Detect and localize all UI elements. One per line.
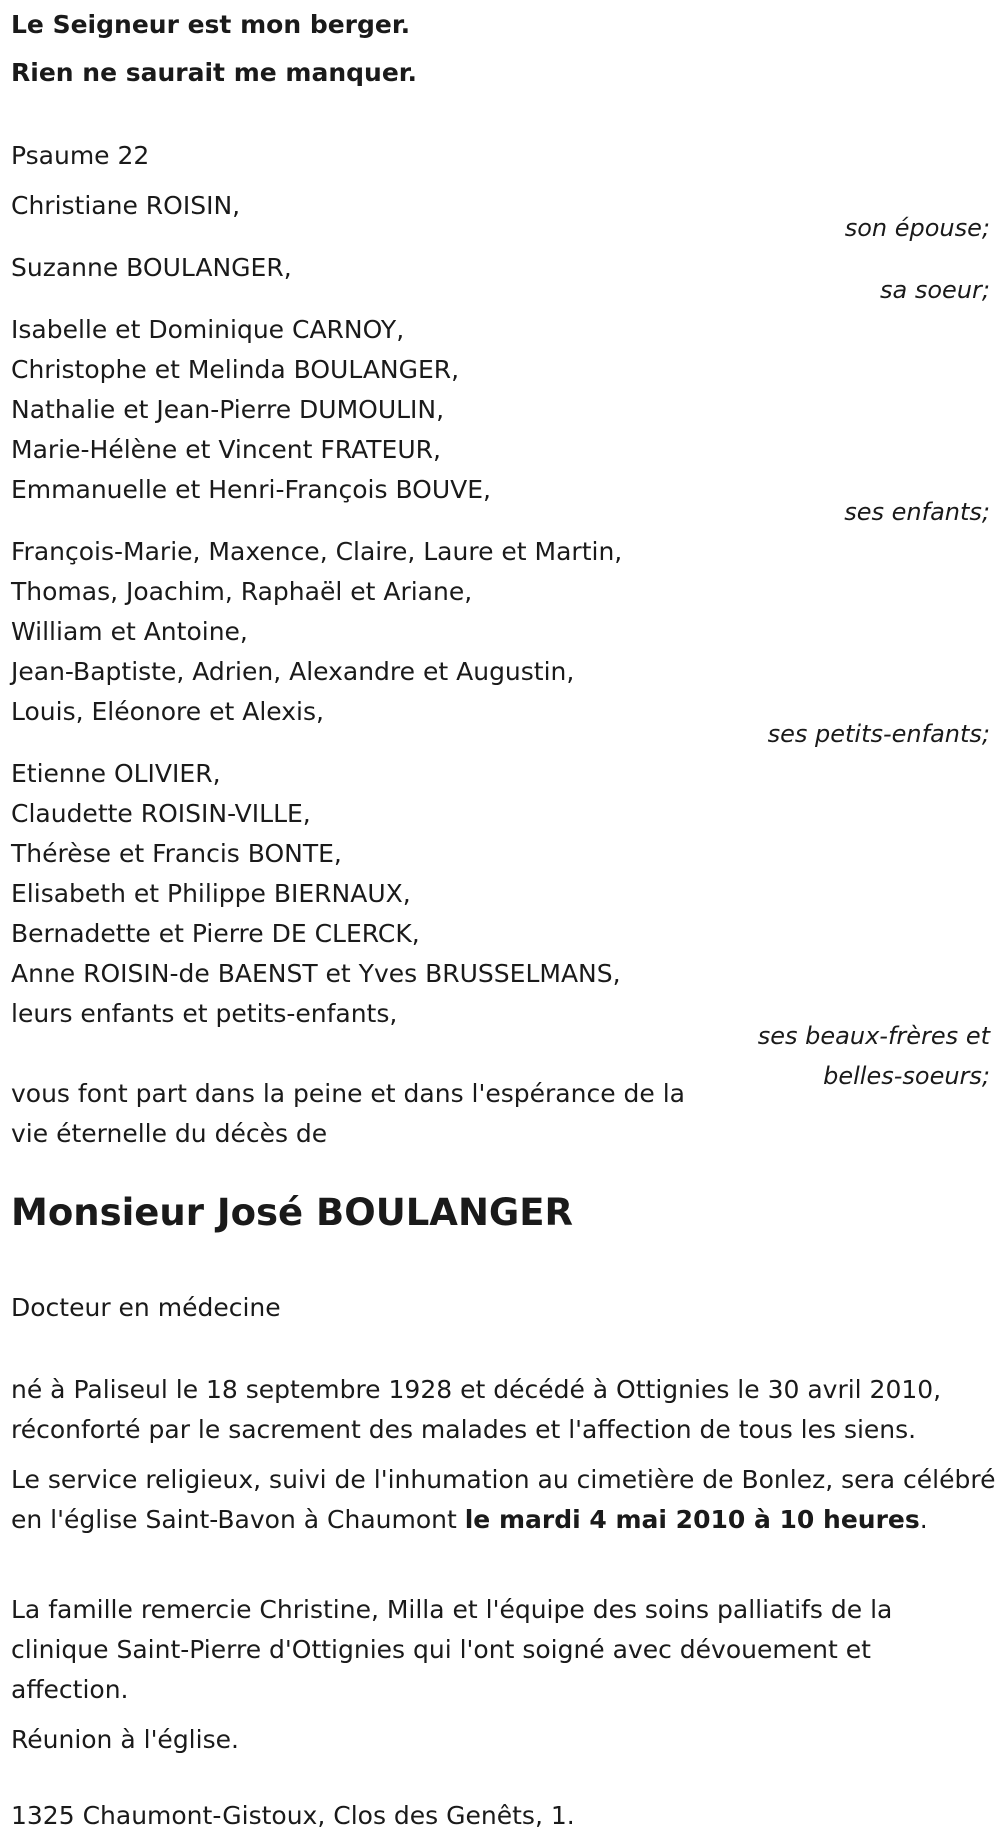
announcement-line-1: vous font part dans la peine et dans l'espérance de la (11, 1079, 685, 1108)
deceased-profession: Docteur en médecine (11, 1293, 281, 1322)
reunion-text: Réunion à l'église. (11, 1725, 239, 1754)
family-name-line: Nathalie et Jean-Pierre DUMOULIN, (11, 395, 445, 424)
service-date-time: le mardi 4 mai 2010 à 10 heures (464, 1505, 920, 1534)
children-role: ses enfants; (844, 498, 990, 526)
birth-death-paragraph: né à Paliseul le 18 septembre 1928 et décédé à Ottignies le 30 avril 2010, réconforté par le sacrement des malades et l'affection de tous les siens. (11, 1375, 942, 1444)
family-name-line: leurs enfants et petits-enfants, (11, 999, 398, 1028)
spouse-names (11, 186, 240, 226)
family-name-line: Jean-Baptiste, Adrien, Alexandre et Augustin, (11, 657, 575, 686)
family-name-line: Louis, Eléonore et Alexis, (11, 697, 324, 726)
thanks-paragraph: La famille remercie Christine, Milla et l'équipe des soins palliatifs de la clinique Saint-Pierre d'Ottignies qui l'ont soigné avec dévouement et affection. (11, 1595, 893, 1704)
service-text: Le service religieux, suivi de l'inhumation au cimetière de Bonlez, sera célébré en l'église Saint-Bavon à Chaumont (11, 1465, 996, 1534)
family-name-line: William et Antoine, (11, 617, 248, 646)
family-name-line: Suzanne BOULANGER, (11, 253, 292, 282)
announcement (11, 1074, 685, 1154)
family-name-line: Emmanuelle et Henri-François BOUVE, (11, 475, 492, 504)
family-name-line: Anne ROISIN-de BAENST et Yves BRUSSELMANS, (11, 959, 621, 988)
family-name-line: Christiane ROISIN, (11, 191, 241, 220)
family-name-line: Marie-Hélène et Vincent FRATEUR, (11, 435, 441, 464)
grandchildren-names (11, 532, 622, 732)
in-laws-role (758, 1016, 990, 1096)
family-name-line: Etienne OLIVIER, (11, 759, 221, 788)
sister-names (11, 248, 292, 288)
announcement-line-2: vie éternelle du décès de (11, 1119, 328, 1148)
children-names (11, 310, 491, 510)
address: 1325 Chaumont-Gistoux, Clos des Genêts, 1. (11, 1801, 575, 1830)
in-laws-role-line-2: belles-soeurs; (823, 1062, 990, 1090)
in-laws-role-line-1: ses beaux-frères et (757, 1022, 990, 1050)
family-name-line: Isabelle et Dominique CARNOY, (11, 315, 405, 344)
family-name-line: Elisabeth et Philippe BIERNAUX, (11, 879, 411, 908)
family-name-line: Thérèse et Francis BONTE, (11, 839, 342, 868)
epigraph-line-1: Le Seigneur est mon berger. (11, 10, 411, 39)
service-end: . (919, 1505, 928, 1534)
psalm-reference: Psaume 22 (11, 141, 150, 170)
epigraph-line-2: Rien ne saurait me manquer. (11, 58, 418, 87)
in-laws-names (11, 754, 621, 1034)
family-name-line: François-Marie, Maxence, Claire, Laure et Martin, (11, 537, 623, 566)
family-name-line: Christophe et Melinda BOULANGER, (11, 355, 460, 384)
family-name-line: Thomas, Joachim, Raphaël et Ariane, (11, 577, 473, 606)
family-name-line: Bernadette et Pierre DE CLERCK, (11, 919, 420, 948)
service-paragraph (11, 1460, 996, 1540)
spouse-role: son épouse; (844, 214, 990, 242)
deceased-name: Monsieur José BOULANGER (11, 1191, 574, 1234)
grandchildren-role: ses petits-enfants; (767, 720, 990, 748)
family-name-line: Claudette ROISIN-VILLE, (11, 799, 311, 828)
sister-role: sa soeur; (880, 276, 990, 304)
